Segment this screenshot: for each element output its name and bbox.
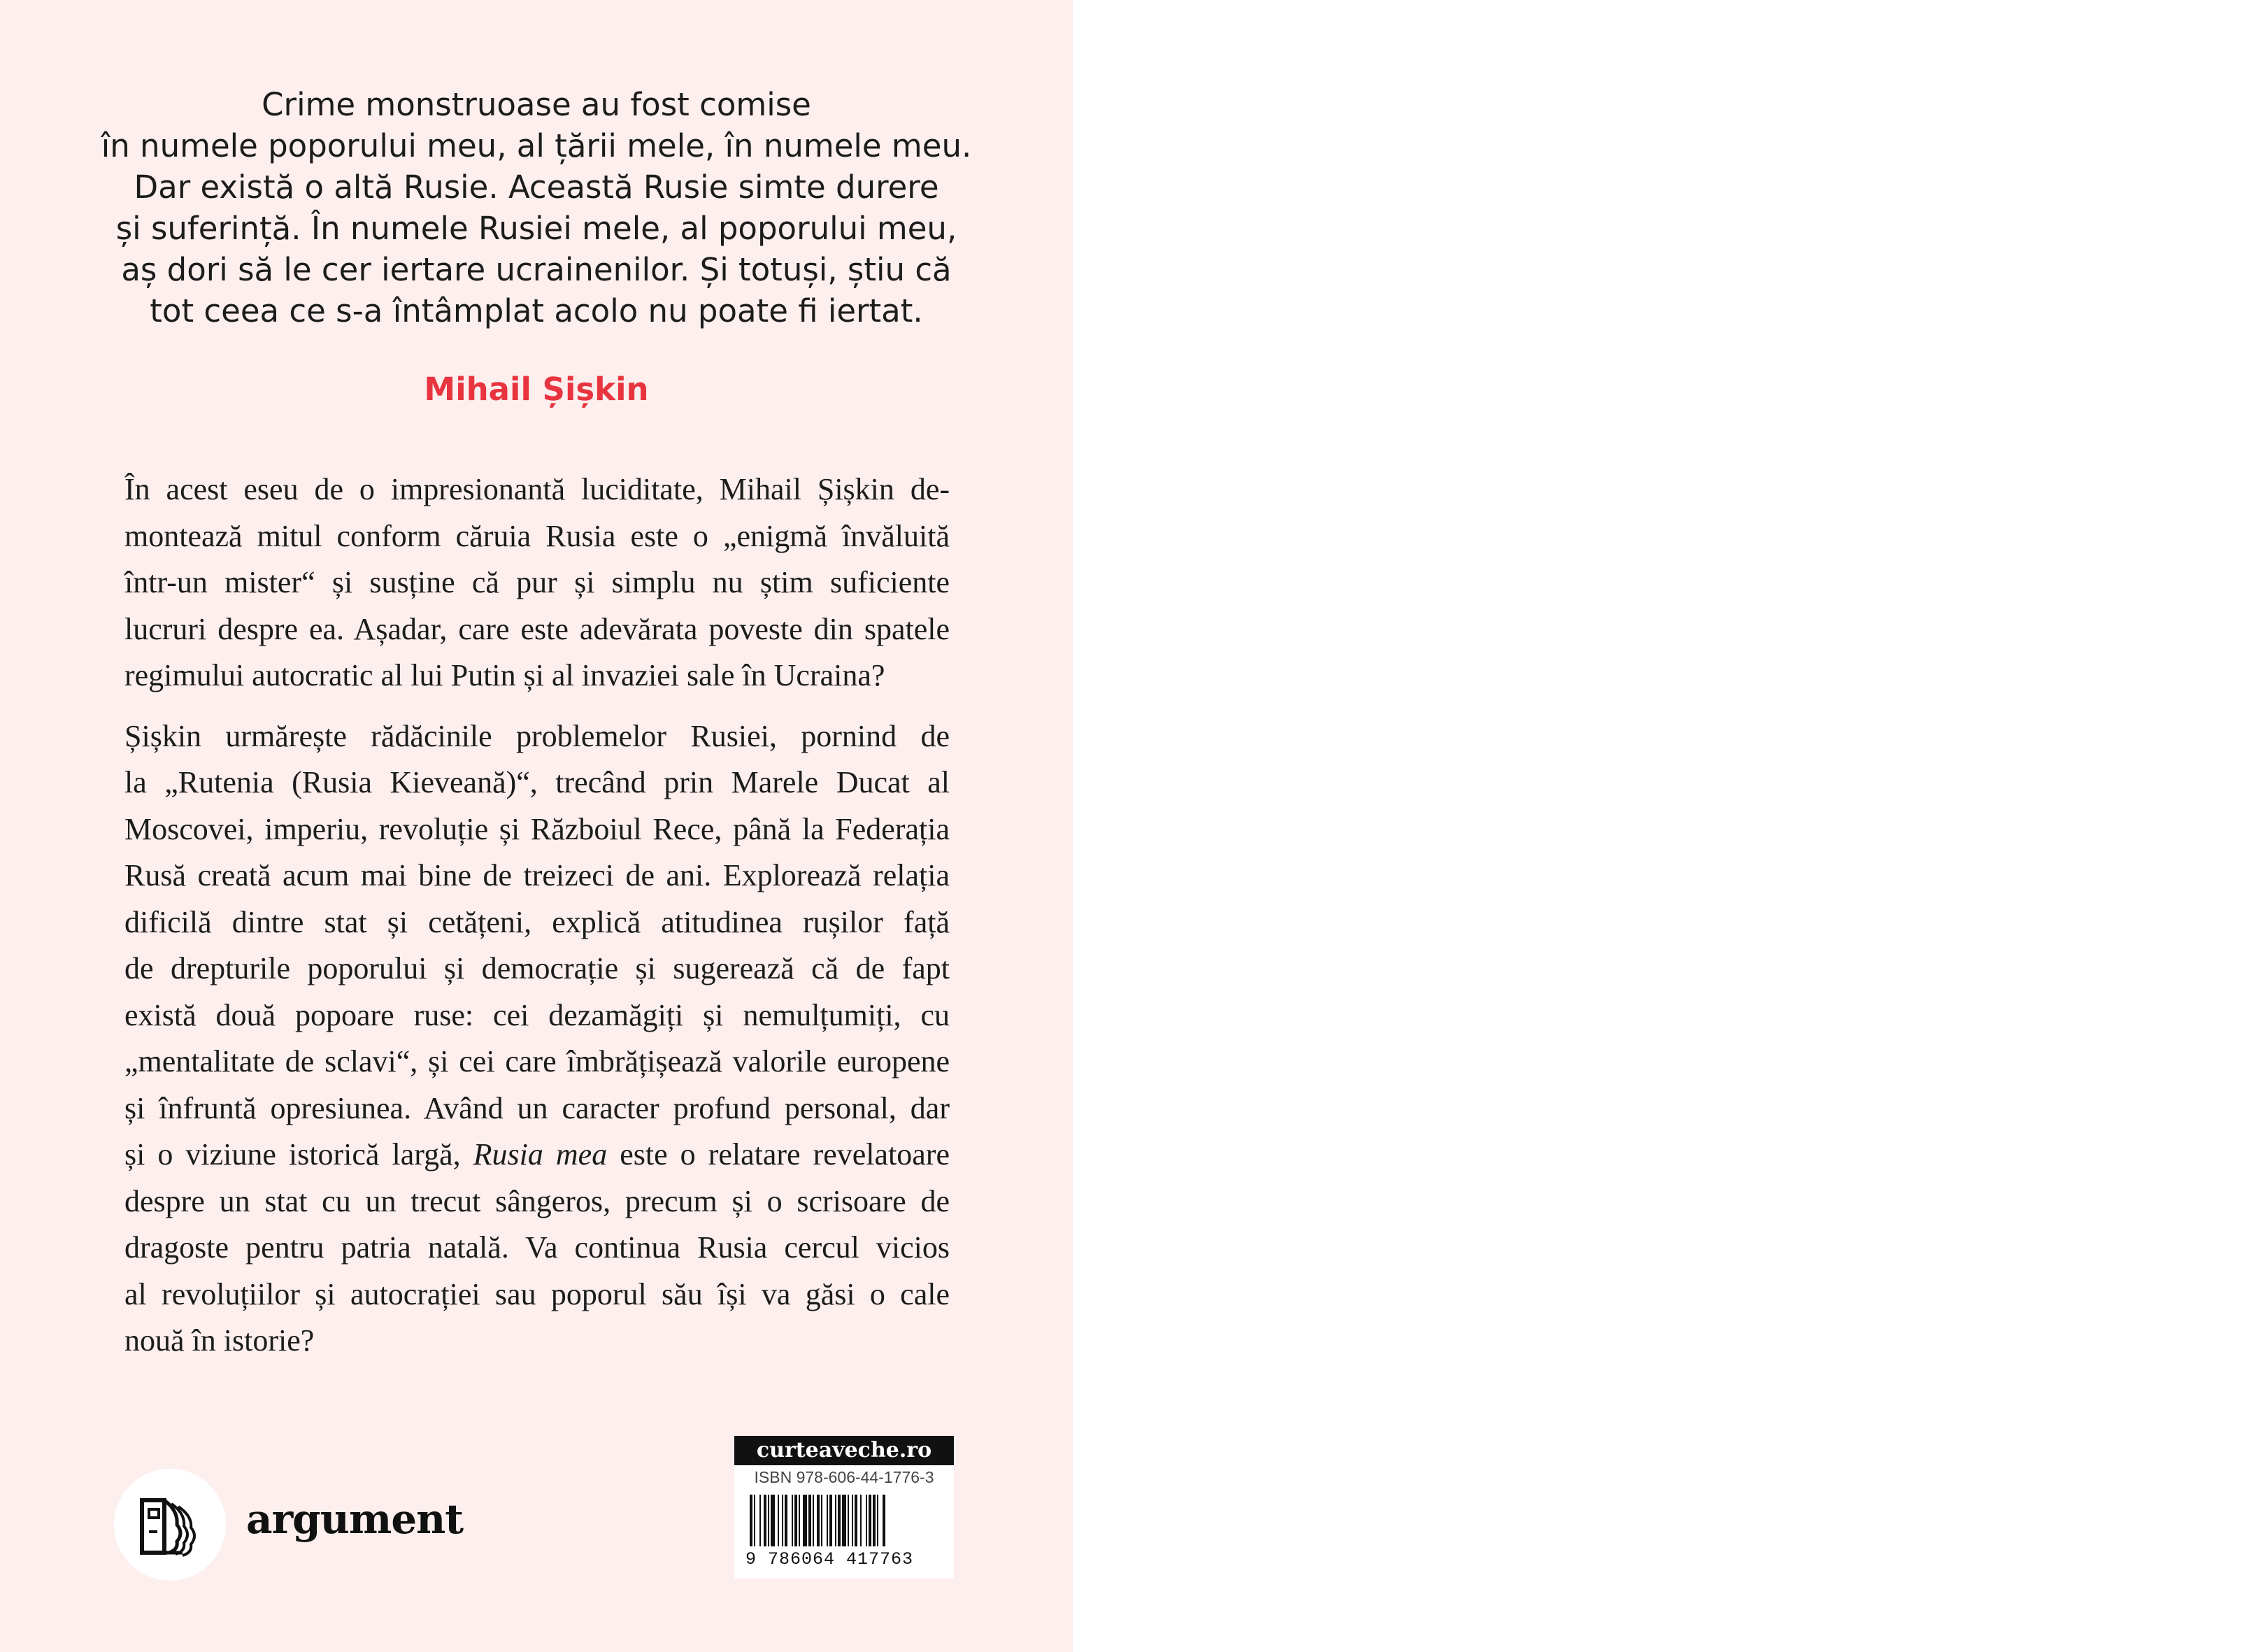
blank-page [1073,0,2263,1652]
quote-line: aș dori să le cer iertare ucrainenilor. Și totuși, știu că [121,251,952,288]
description-paragraph-1 [124,467,950,699]
text-line: Șișkin urmărește rădăcinile problemelor Rusiei, pornind de [124,718,950,753]
text-line: al revoluțiilor și autocrației sau poporul său își va găsi o cale [124,1276,950,1311]
text-line: „mentalitate de sclavi“, și cei care îmbrățișează valorile europene [124,1044,950,1078]
text-line: Rusă creată acum mai bine de treizeci de ani. Explorează relația [124,858,950,892]
text-line [124,1132,950,1179]
cover-quote [84,84,989,332]
text-line: și înfruntă opresiunea. Având un caracter profund personal, dar [124,1090,950,1125]
text-line: dragoste pentru patria natală. Va continua Rusia cercul vicios [124,1230,950,1265]
description-paragraph-2 [124,713,950,1365]
text-line: la „Rutenia (Rusia Kieveană)“, trecând prin Marele Ducat al [124,765,950,799]
publisher-website: curteaveche.ro [734,1436,954,1465]
back-cover [0,0,1073,1652]
book-profile-icon [114,1469,226,1581]
text-line: montează mitul conform căruia Rusia este o „enigmă învăluită [124,518,950,553]
quote-author: Mihail Șișkin [424,371,649,408]
barcode-digits: 9 786064 417763 [745,1549,914,1569]
text-line: În acest eseu de o impresionantă luciditate, Mihail Șișkin de- [124,472,950,506]
text-line: într-un mister“ și susține că pur și simplu nu știm suficiente [124,565,950,599]
quote-line: Crime monstruoase au fost comise [262,86,811,123]
quote-line: și suferință. În numele Rusiei mele, al poporului meu, [115,210,957,247]
text-line: dificilă dintre stat și cetățeni, explică atitudinea rușilor față [124,904,950,939]
text-line: de drepturile poporului și democrație și sugerează că de fapt [124,951,950,985]
book-description [124,467,950,1365]
text-line: Moscovei, imperiu, revoluție și Războiul Rece, până la Federația [124,811,950,846]
publisher-name: argument [246,1495,464,1543]
book-title-italic: Rusia mea [473,1137,608,1172]
publisher-logo [114,1469,226,1581]
barcode-icon [745,1495,943,1549]
text-line: lucruri despre ea. Așadar, care este adevărata poveste din spatele [124,611,950,646]
quote-line: Dar există o altă Rusie. Această Rusie simte durere [134,169,939,206]
quote-line: în numele poporului meu, al țării mele, în numele meu. [101,127,972,164]
text-fragment: este o relatare revelatoare [607,1137,950,1172]
isbn-barcode-block [734,1436,954,1579]
text-line: există două popoare ruse: cei dezamăgiți și nemulțumiți, cu [124,997,950,1032]
isbn-number: ISBN 978-606-44-1776-3 [754,1468,934,1486]
text-fragment: și o viziune istorică largă, [124,1137,473,1172]
text-line: regimului autocratic al lui Putin și al invaziei sale în Ucraina? [124,658,885,692]
text-line: despre un stat cu un trecut sângeros, precum și o scrisoare de [124,1183,950,1218]
text-line: nouă în istorie? [124,1323,315,1358]
quote-line: tot ceea ce s-a întâmplat acolo nu poate fi iertat. [150,292,923,329]
